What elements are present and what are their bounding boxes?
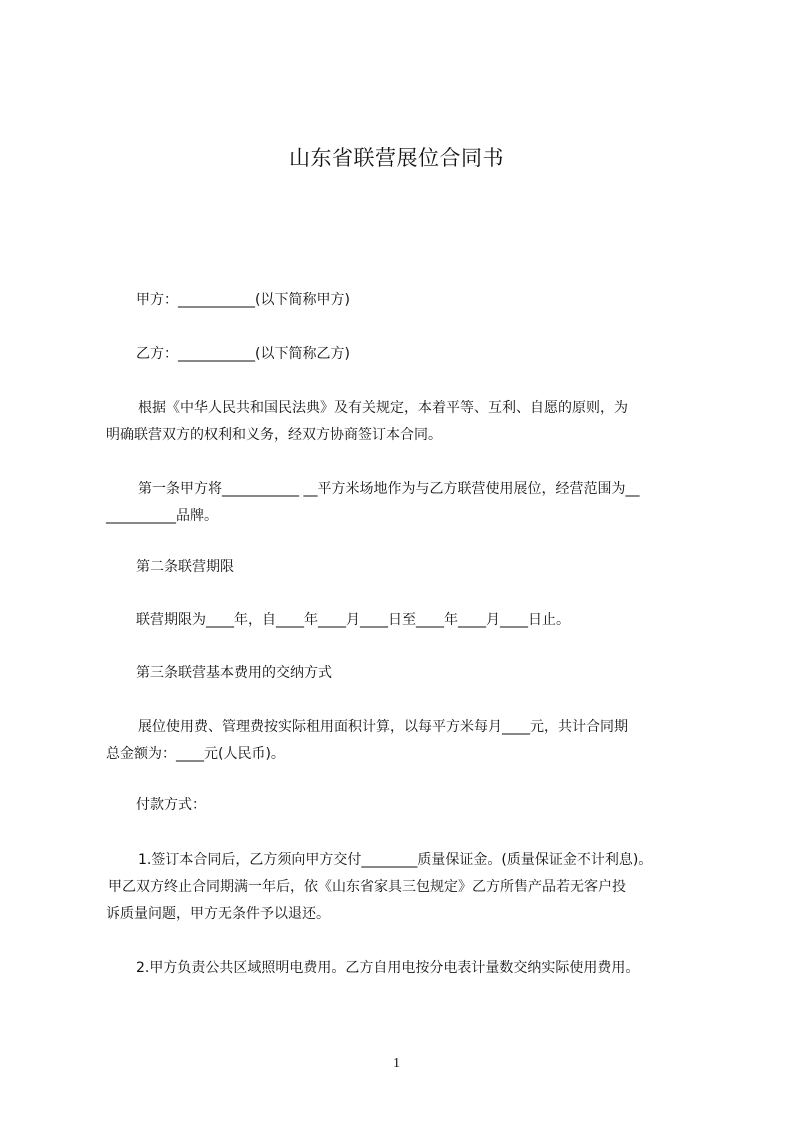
payment-item2: 2.甲方负责公共区域照明电费用。乙方自用电按分电表计量数交纳实际使用费用。 — [136, 960, 640, 976]
payment-item1-line-2: 甲乙双方终止合同期满一年后，依《山东省家具三包规定》乙方所售产品若无客户投 — [108, 879, 626, 895]
page-number: 1 — [393, 1056, 400, 1071]
article2-term: 联营期限为____年，自____年____月____日至____年____月____日止。 — [136, 612, 570, 628]
preamble-line-1: 根据《中华人民共和国民法典》及有关规定，本着平等、互利、自愿的原则，为 — [138, 400, 628, 416]
party-b-line: 乙方：___________(以下简称乙方) — [136, 346, 350, 362]
article3-fees-line-2: 总金额为：____元(人民币)。 — [106, 746, 285, 762]
preamble-line-2: 明确联营双方的权利和义务，经双方协商签订本合同。 — [106, 427, 442, 443]
document-title: 山东省联营展位合同书 — [289, 146, 504, 170]
payment-item1-line-1: 1.签订本合同后，乙方须向甲方交付________质量保证金。(质量保证金不计利息)。 — [138, 852, 653, 868]
article3-heading: 第三条联营基本费用的交纳方式 — [136, 665, 332, 681]
payment-item1-line-3: 诉质量问题，甲方无条件予以退还。 — [106, 906, 330, 922]
article3-fees-line-1: 展位使用费、管理费按实际租用面积计算，以每平方米每月____元，共计合同期 — [138, 719, 628, 735]
article2-heading: 第二条联营期限 — [136, 559, 234, 575]
payment-heading: 付款方式： — [136, 797, 206, 813]
article1-line-1: 第一条甲方将___________ __平方米场地作为与乙方联营使用展位，经营范围为__ — [138, 481, 640, 497]
party-a-line: 甲方：___________(以下简称甲方) — [136, 292, 350, 308]
article1-line-2: __________品牌。 — [106, 508, 218, 524]
